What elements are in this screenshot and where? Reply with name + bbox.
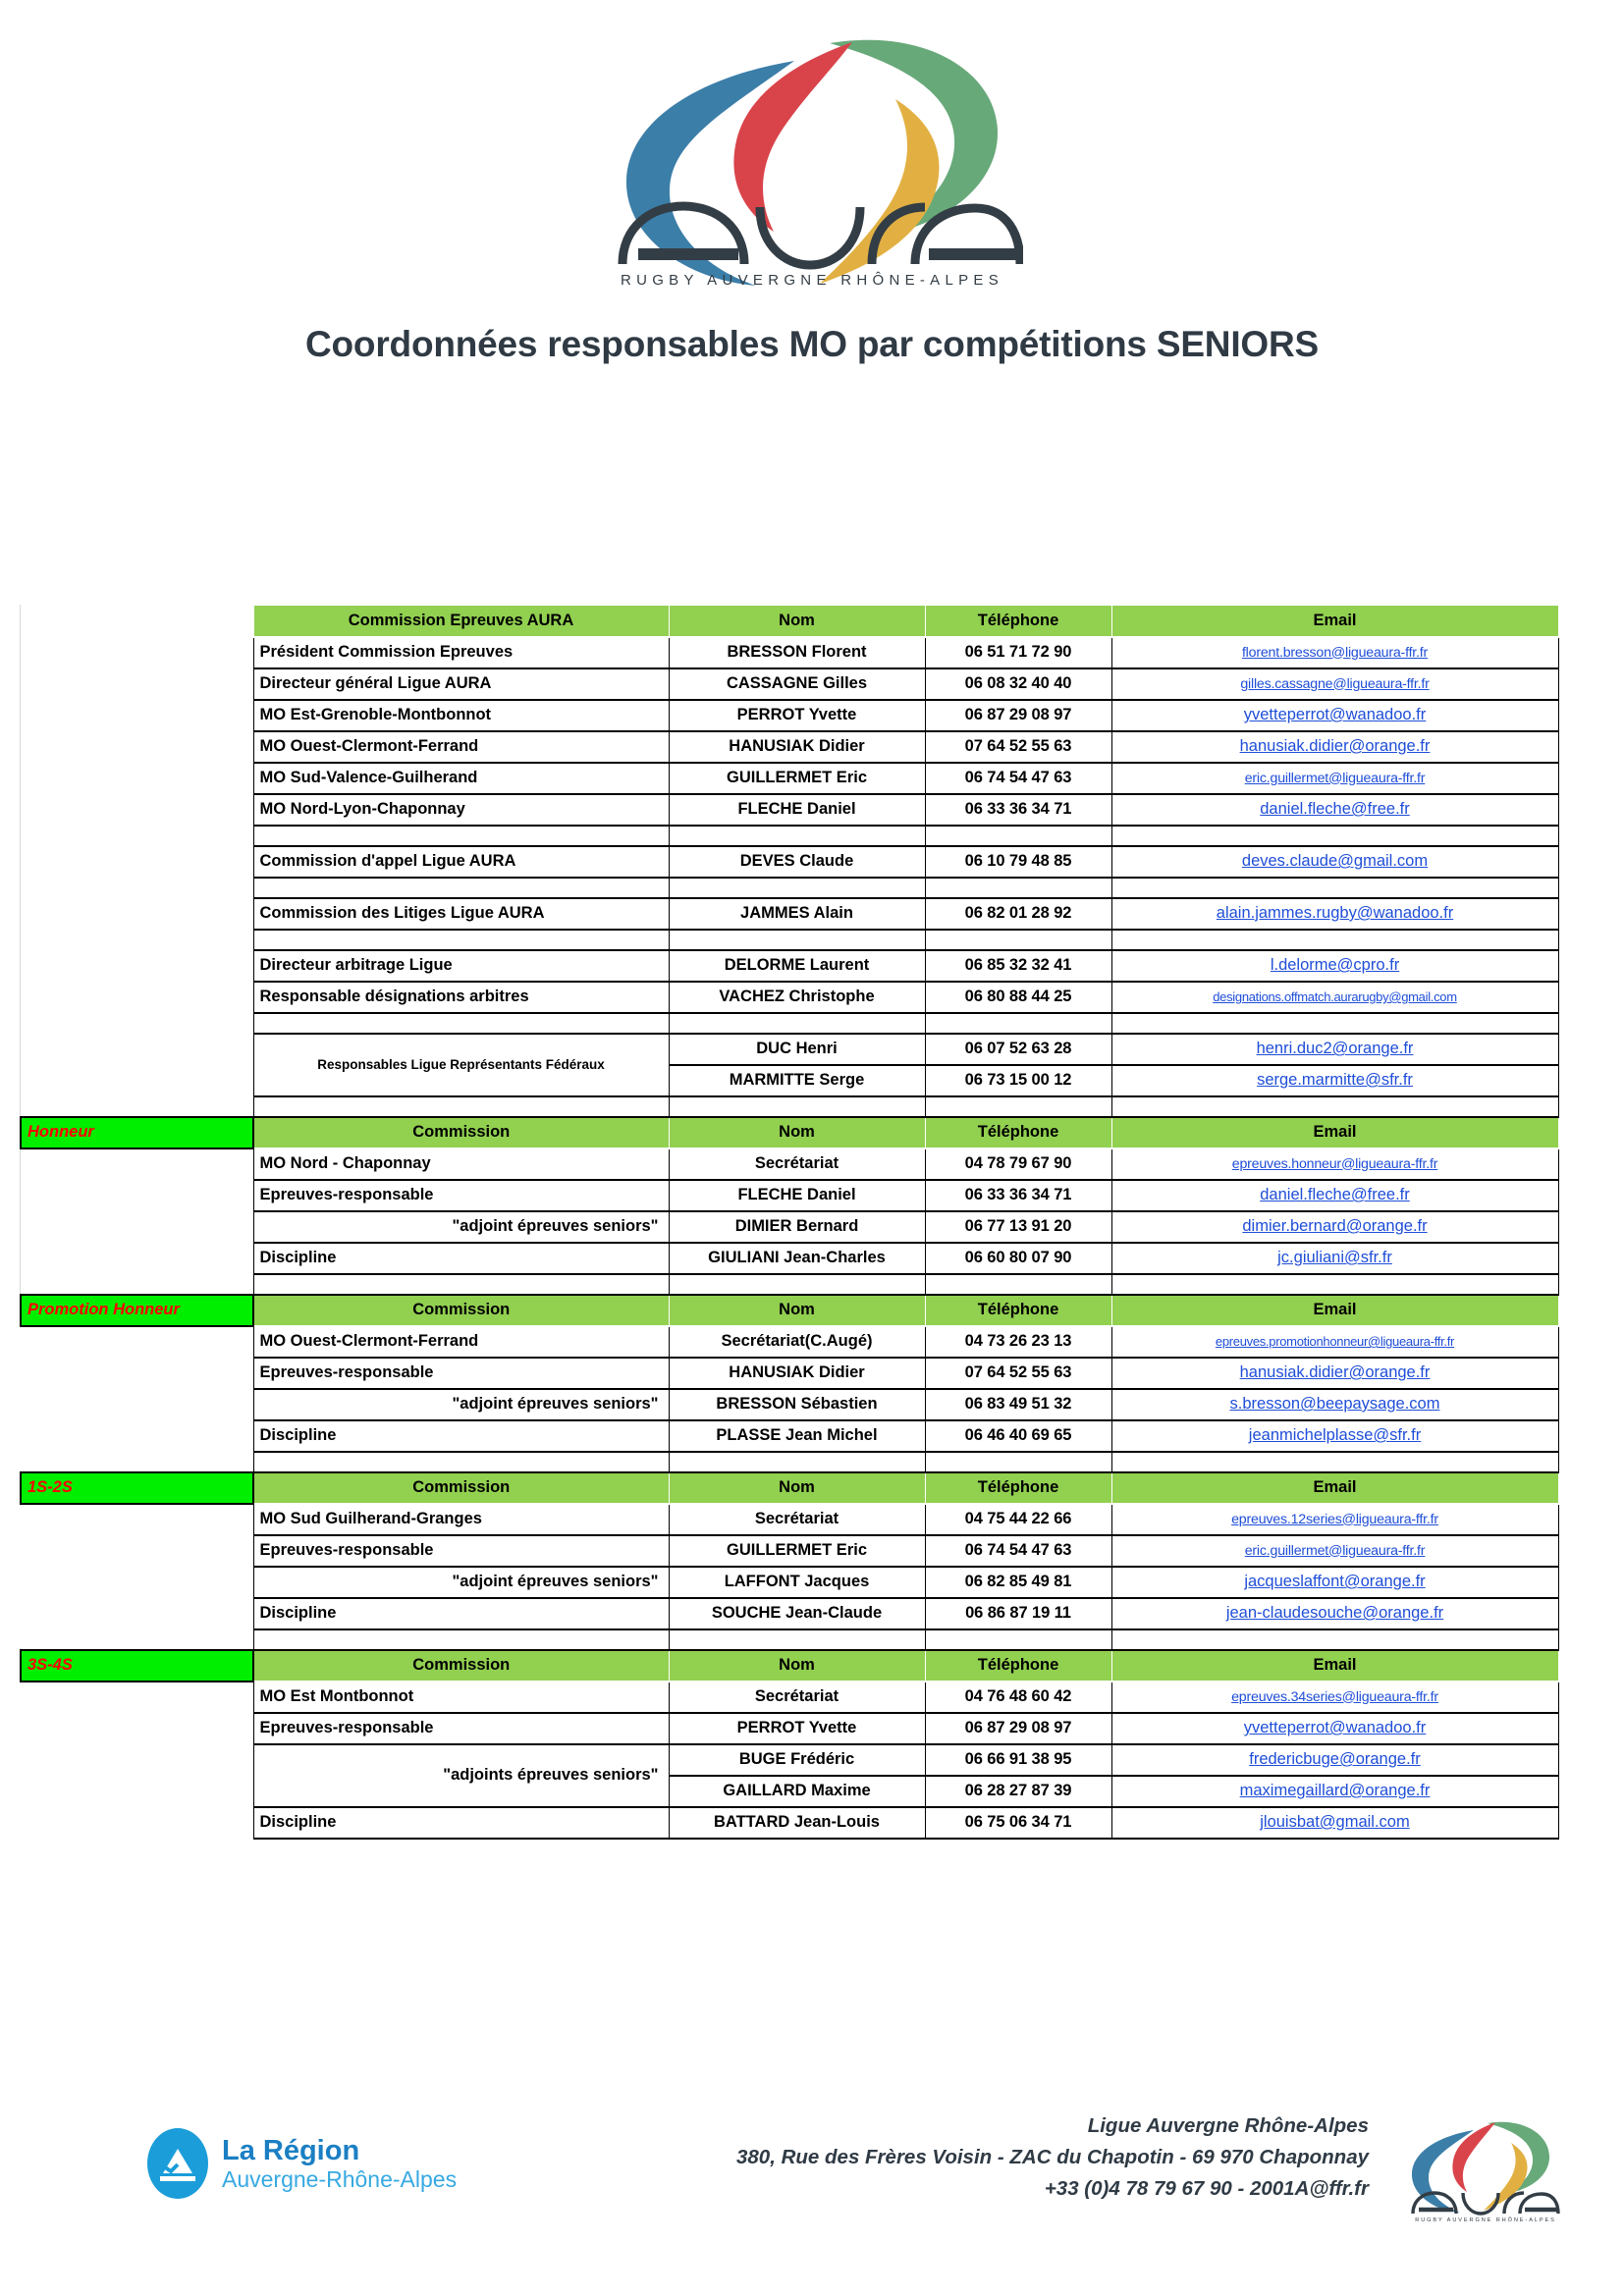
cell-telephone: 04 78 79 67 90 (925, 1148, 1111, 1180)
cell-email[interactable]: designations.offmatch.aurarugby@gmail.com (1111, 982, 1558, 1013)
gutter-cell (21, 1744, 253, 1776)
empty-cell (1111, 878, 1558, 898)
empty-cell (669, 1452, 925, 1472)
column-header-t-l-phone: Téléphone (925, 1117, 1111, 1148)
section-header-row (21, 1117, 1558, 1148)
section-spacer-row (21, 1629, 1558, 1650)
column-header-commission-epreuves-aura: Commission Epreuves AURA (253, 606, 669, 637)
cell-nom: DUC Henri (669, 1034, 925, 1065)
cell-telephone: 06 33 36 34 71 (925, 794, 1111, 826)
empty-cell (1111, 930, 1558, 950)
cell-telephone: 06 83 49 51 32 (925, 1389, 1111, 1420)
cell-nom: Secrétariat(C.Augé) (669, 1326, 925, 1358)
la-region-logo (147, 2128, 457, 2199)
cell-telephone: 06 66 91 38 95 (925, 1744, 1111, 1776)
column-header-t-l-phone: Téléphone (925, 1295, 1111, 1326)
aura-mini-tagline: RUGBY AUVERGNE RHÔNE-ALPES (1415, 2217, 1556, 2223)
cell-email[interactable]: hanusiak.didier@orange.fr (1111, 1358, 1558, 1389)
column-header-nom: Nom (669, 1117, 925, 1148)
cell-commission: Epreuves-responsable (253, 1358, 669, 1389)
column-header-t-l-phone: Téléphone (925, 1472, 1111, 1504)
cell-nom: GIULIANI Jean-Charles (669, 1243, 925, 1274)
cell-telephone: 06 82 85 49 81 (925, 1567, 1111, 1598)
cell-email[interactable]: serge.marmitte@sfr.fr (1111, 1065, 1558, 1096)
gutter-cell (21, 1358, 253, 1389)
cell-commission: "adjoint épreuves seniors" (253, 1389, 669, 1420)
table-row (21, 1211, 1558, 1243)
gutter-cell (21, 846, 253, 878)
table-row (21, 1243, 1558, 1274)
gutter-cell (21, 1535, 253, 1567)
cell-commission: Epreuves-responsable (253, 1713, 669, 1744)
page-footer (0, 2071, 1624, 2268)
section-tag-3s-4s: 3S-4S (21, 1650, 253, 1682)
empty-cell (1111, 826, 1558, 846)
table-row (21, 700, 1558, 731)
cell-nom: BATTARD Jean-Louis (669, 1807, 925, 1839)
gutter-cell (21, 1807, 253, 1839)
empty-cell (253, 826, 669, 846)
empty-cell (253, 1274, 669, 1295)
gutter-cell (21, 1629, 253, 1650)
cell-nom: VACHEZ Christophe (669, 982, 925, 1013)
table-row (21, 982, 1558, 1013)
gutter-cell (21, 606, 253, 637)
cell-commission: Commission d'appel Ligue AURA (253, 846, 669, 878)
table-row (21, 794, 1558, 826)
table-row (21, 1682, 1558, 1713)
cell-email[interactable]: deves.claude@gmail.com (1111, 846, 1558, 878)
empty-cell (1111, 1274, 1558, 1295)
column-header-t-l-phone: Téléphone (925, 1650, 1111, 1682)
column-header-email: Email (1111, 1650, 1558, 1682)
section-spacer-row (21, 1096, 1558, 1117)
section-header-row (21, 1650, 1558, 1682)
cell-email[interactable]: daniel.fleche@free.fr (1111, 794, 1558, 826)
cell-nom: DELORME Laurent (669, 950, 925, 982)
cell-telephone: 04 75 44 22 66 (925, 1504, 1111, 1535)
cell-email[interactable]: eric.guillermet@ligueaura-ffr.fr (1111, 1535, 1558, 1567)
gutter-cell (21, 1389, 253, 1420)
empty-cell (925, 826, 1111, 846)
gutter-cell (21, 982, 253, 1013)
cell-nom: BRESSON Florent (669, 637, 925, 668)
cell-commission: Directeur arbitrage Ligue (253, 950, 669, 982)
cell-email[interactable]: maximegaillard@orange.fr (1111, 1776, 1558, 1807)
cell-telephone: 07 64 52 55 63 (925, 731, 1111, 763)
gutter-cell (21, 1274, 253, 1295)
address-line-3: +33 (0)4 78 79 67 90 - 2001A@ffr.fr (1044, 2176, 1369, 2200)
gutter-cell (21, 731, 253, 763)
gutter-cell (21, 1096, 253, 1117)
table-row (21, 1776, 1558, 1807)
cell-nom: BRESSON Sébastien (669, 1389, 925, 1420)
cell-email[interactable]: jean-claudesouche@orange.fr (1111, 1598, 1558, 1629)
gutter-cell (21, 878, 253, 898)
table-row (21, 1148, 1558, 1180)
cell-telephone: 06 82 01 28 92 (925, 898, 1111, 930)
cell-commission: Président Commission Epreuves (253, 637, 669, 668)
column-header-email: Email (1111, 1472, 1558, 1504)
cell-commission: Responsable désignations arbitres (253, 982, 669, 1013)
gutter-cell (21, 950, 253, 982)
gutter-cell (21, 826, 253, 846)
gutter-cell (21, 763, 253, 794)
cell-commission: Discipline (253, 1243, 669, 1274)
cell-telephone: 06 73 15 00 12 (925, 1065, 1111, 1096)
column-header-email: Email (1111, 1117, 1558, 1148)
empty-cell (1111, 1452, 1558, 1472)
empty-cell (253, 1013, 669, 1034)
cell-email[interactable]: s.bresson@beepaysage.com (1111, 1389, 1558, 1420)
cell-telephone: 04 76 48 60 42 (925, 1682, 1111, 1713)
cell-telephone: 06 85 32 32 41 (925, 950, 1111, 982)
cell-commission: "adjoint épreuves seniors" (253, 1567, 669, 1598)
gutter-cell (21, 1065, 253, 1096)
column-header-commission: Commission (253, 1650, 669, 1682)
cell-nom: FLECHE Daniel (669, 1180, 925, 1211)
cell-nom: HANUSIAK Didier (669, 731, 925, 763)
table-row (21, 637, 1558, 668)
cell-email[interactable]: epreuves.honneur@ligueaura-ffr.fr (1111, 1148, 1558, 1180)
empty-cell (253, 930, 669, 950)
cell-email[interactable]: florent.bresson@ligueaura-ffr.fr (1111, 637, 1558, 668)
cell-nom: PERROT Yvette (669, 700, 925, 731)
contacts-sheet (20, 605, 1557, 1840)
empty-cell (253, 878, 669, 898)
cell-email[interactable]: dimier.bernard@orange.fr (1111, 1211, 1558, 1243)
cell-commission: Discipline (253, 1420, 669, 1452)
empty-cell (925, 878, 1111, 898)
empty-cell (669, 826, 925, 846)
gutter-cell (21, 637, 253, 668)
table-row (21, 1389, 1558, 1420)
cell-nom: JAMMES Alain (669, 898, 925, 930)
cell-nom: PERROT Yvette (669, 1713, 925, 1744)
cell-telephone: 06 74 54 47 63 (925, 763, 1111, 794)
table-row (21, 846, 1558, 878)
empty-cell (669, 1629, 925, 1650)
cell-nom: BUGE Frédéric (669, 1744, 925, 1776)
cell-telephone: 06 07 52 63 28 (925, 1034, 1111, 1065)
cell-nom: FLECHE Daniel (669, 794, 925, 826)
table-row (21, 1420, 1558, 1452)
table-row (21, 1504, 1558, 1535)
section-tag-honneur: Honneur (21, 1117, 253, 1148)
cell-commission: MO Sud Guilherand-Granges (253, 1504, 669, 1535)
empty-cell (669, 878, 925, 898)
table-row (21, 1807, 1558, 1839)
cell-email[interactable]: l.delorme@cpro.fr (1111, 950, 1558, 982)
gutter-cell (21, 1776, 253, 1807)
region-name-line1: La Région (222, 2134, 360, 2166)
cell-commission: MO Nord - Chaponnay (253, 1148, 669, 1180)
section-header-row (21, 1472, 1558, 1504)
aura-rugby-logo (601, 18, 1023, 288)
cell-telephone: 06 60 80 07 90 (925, 1243, 1111, 1274)
table-row (21, 1598, 1558, 1629)
gutter-cell (21, 1148, 253, 1180)
table-row (21, 1358, 1558, 1389)
section-header-row (21, 1295, 1558, 1326)
empty-cell (925, 1452, 1111, 1472)
empty-cell (253, 1452, 669, 1472)
cell-email[interactable]: yvetteperrot@wanadoo.fr (1111, 700, 1558, 731)
ligue-address-block (736, 2110, 1369, 2204)
cell-nom: DIMIER Bernard (669, 1211, 925, 1243)
empty-cell (925, 1629, 1111, 1650)
cell-nom: Secrétariat (669, 1148, 925, 1180)
table-row (21, 1713, 1558, 1744)
gutter-cell (21, 794, 253, 826)
column-header-t-l-phone: Téléphone (925, 606, 1111, 637)
cell-telephone: 06 77 13 91 20 (925, 1211, 1111, 1243)
gutter-cell (21, 1034, 253, 1065)
gutter-cell (21, 898, 253, 930)
region-mountain-icon (147, 2128, 208, 2199)
cell-telephone: 06 87 29 08 97 (925, 1713, 1111, 1744)
cell-email[interactable]: jc.giuliani@sfr.fr (1111, 1243, 1558, 1274)
section-tag-1s-2s: 1S-2S (21, 1472, 253, 1504)
table-row (21, 898, 1558, 930)
column-header-nom: Nom (669, 1472, 925, 1504)
empty-cell (925, 1013, 1111, 1034)
cell-telephone: 06 10 79 48 85 (925, 846, 1111, 878)
logo-tagline: RUGBY AUVERGNE RHÔNE-ALPES (620, 272, 1004, 288)
column-header-email: Email (1111, 1295, 1558, 1326)
spacer-row (21, 878, 1558, 898)
gutter-cell (21, 1211, 253, 1243)
table-row (21, 1567, 1558, 1598)
cell-commission: MO Est Montbonnot (253, 1682, 669, 1713)
cell-nom: LAFFONT Jacques (669, 1567, 925, 1598)
cell-telephone: 06 46 40 69 65 (925, 1420, 1111, 1452)
cell-telephone: 06 28 27 87 39 (925, 1776, 1111, 1807)
cell-email[interactable]: epreuves.12series@ligueaura-ffr.fr (1111, 1504, 1558, 1535)
cell-telephone: 06 80 88 44 25 (925, 982, 1111, 1013)
region-name-line2: Auvergne-Rhône-Alpes (222, 2165, 458, 2192)
cell-commission: "adjoints épreuves seniors" (253, 1744, 669, 1807)
gutter-cell (21, 930, 253, 950)
table-row (21, 1065, 1558, 1096)
section-spacer-row (21, 1452, 1558, 1472)
page-title: Coordonnées responsables MO par compétitions SENIORS (305, 324, 1319, 364)
column-header-commission: Commission (253, 1472, 669, 1504)
cell-email[interactable]: gilles.cassagne@ligueaura-ffr.fr (1111, 668, 1558, 700)
cell-telephone: 06 08 32 40 40 (925, 668, 1111, 700)
cell-commission: Directeur général Ligue AURA (253, 668, 669, 700)
cell-email[interactable]: yvetteperrot@wanadoo.fr (1111, 1713, 1558, 1744)
table-row (21, 1180, 1558, 1211)
cell-email[interactable]: epreuves.34series@ligueaura-ffr.fr (1111, 1682, 1558, 1713)
column-header-nom: Nom (669, 1650, 925, 1682)
empty-cell (669, 1274, 925, 1295)
cell-commission: MO Ouest-Clermont-Ferrand (253, 731, 669, 763)
empty-cell (669, 1096, 925, 1117)
cell-commission: Responsables Ligue Représentants Fédéraux (253, 1034, 669, 1096)
cell-commission: MO Ouest-Clermont-Ferrand (253, 1326, 669, 1358)
table-row (21, 668, 1558, 700)
cell-commission: Commission des Litiges Ligue AURA (253, 898, 669, 930)
cell-nom: DEVES Claude (669, 846, 925, 878)
aura-logo-svg (601, 18, 1023, 288)
cell-nom: Secrétariat (669, 1682, 925, 1713)
section-spacer-row (21, 1274, 1558, 1295)
table-row (21, 1326, 1558, 1358)
gutter-cell (21, 1504, 253, 1535)
empty-cell (669, 1013, 925, 1034)
gutter-cell (21, 1243, 253, 1274)
cell-nom: GUILLERMET Eric (669, 763, 925, 794)
empty-cell (253, 1096, 669, 1117)
cell-telephone: 07 64 52 55 63 (925, 1358, 1111, 1389)
cell-commission: "adjoint épreuves seniors" (253, 1211, 669, 1243)
gutter-cell (21, 1713, 253, 1744)
cell-nom: SOUCHE Jean-Claude (669, 1598, 925, 1629)
table-row (21, 763, 1558, 794)
cell-email[interactable]: eric.guillermet@ligueaura-ffr.fr (1111, 763, 1558, 794)
cell-email[interactable]: jlouisbat@gmail.com (1111, 1807, 1558, 1839)
table-row (21, 1535, 1558, 1567)
column-header-commission: Commission (253, 1117, 669, 1148)
spacer-row (21, 1013, 1558, 1034)
cell-nom: GAILLARD Maxime (669, 1776, 925, 1807)
address-line-2: 380, Rue des Frères Voisin - ZAC du Chapotin - 69 970 Chaponnay (736, 2145, 1369, 2168)
cell-email[interactable]: alain.jammes.rugby@wanadoo.fr (1111, 898, 1558, 930)
cell-email[interactable]: hanusiak.didier@orange.fr (1111, 731, 1558, 763)
empty-cell (669, 930, 925, 950)
empty-cell (1111, 1013, 1558, 1034)
cell-nom: CASSAGNE Gilles (669, 668, 925, 700)
gutter-cell (21, 1682, 253, 1713)
cell-telephone: 06 51 71 72 90 (925, 637, 1111, 668)
cell-telephone: 06 75 06 34 71 (925, 1807, 1111, 1839)
cell-telephone: 04 73 26 23 13 (925, 1326, 1111, 1358)
gutter-cell (21, 1452, 253, 1472)
column-header-nom: Nom (669, 606, 925, 637)
cell-commission: Epreuves-responsable (253, 1180, 669, 1211)
cell-email[interactable]: henri.duc2@orange.fr (1111, 1034, 1558, 1065)
aura-logo-small (1403, 2115, 1560, 2223)
table-row (21, 731, 1558, 763)
cell-email[interactable]: fredericbuge@orange.fr (1111, 1744, 1558, 1776)
empty-cell (1111, 1629, 1558, 1650)
empty-cell (925, 1096, 1111, 1117)
column-header-commission: Commission (253, 1295, 669, 1326)
cell-commission: Discipline (253, 1807, 669, 1839)
gutter-cell (21, 668, 253, 700)
table-row (21, 1744, 1558, 1776)
cell-nom: Secrétariat (669, 1504, 925, 1535)
cell-nom: MARMITTE Serge (669, 1065, 925, 1096)
cell-commission: Epreuves-responsable (253, 1535, 669, 1567)
address-line-1: Ligue Auvergne Rhône-Alpes (1087, 2114, 1369, 2137)
empty-cell (925, 930, 1111, 950)
table-row (21, 1034, 1558, 1065)
cell-email[interactable]: daniel.fleche@free.fr (1111, 1180, 1558, 1211)
cell-commission: MO Nord-Lyon-Chaponnay (253, 794, 669, 826)
gutter-cell (21, 1180, 253, 1211)
cell-email[interactable]: jacqueslaffont@orange.fr (1111, 1567, 1558, 1598)
page-header (0, 0, 1624, 294)
contacts-table (20, 605, 1559, 1840)
cell-nom: GUILLERMET Eric (669, 1535, 925, 1567)
gutter-cell (21, 1598, 253, 1629)
column-header-email: Email (1111, 606, 1558, 637)
cell-telephone: 06 33 36 34 71 (925, 1180, 1111, 1211)
table-row (21, 950, 1558, 982)
gutter-cell (21, 700, 253, 731)
spacer-row (21, 930, 1558, 950)
cell-nom: HANUSIAK Didier (669, 1358, 925, 1389)
cell-commission: MO Sud-Valence-Guilherand (253, 763, 669, 794)
empty-cell (253, 1629, 669, 1650)
cell-commission: Discipline (253, 1598, 669, 1629)
gutter-cell (21, 1567, 253, 1598)
cell-email[interactable]: epreuves.promotionhonneur@ligueaura-ffr.fr (1111, 1326, 1558, 1358)
column-header-nom: Nom (669, 1295, 925, 1326)
cell-nom: PLASSE Jean Michel (669, 1420, 925, 1452)
section-header-row (21, 606, 1558, 637)
gutter-cell (21, 1420, 253, 1452)
cell-telephone: 06 87 29 08 97 (925, 700, 1111, 731)
cell-email[interactable]: jeanmichelplasse@sfr.fr (1111, 1420, 1558, 1452)
cell-commission: MO Est-Grenoble-Montbonnot (253, 700, 669, 731)
empty-cell (1111, 1096, 1558, 1117)
empty-cell (925, 1274, 1111, 1295)
cell-telephone: 06 86 87 19 11 (925, 1598, 1111, 1629)
gutter-cell (21, 1326, 253, 1358)
spacer-row (21, 826, 1558, 846)
gutter-cell (21, 1013, 253, 1034)
section-tag-promotion-honneur: Promotion Honneur (21, 1295, 253, 1326)
cell-telephone: 06 74 54 47 63 (925, 1535, 1111, 1567)
